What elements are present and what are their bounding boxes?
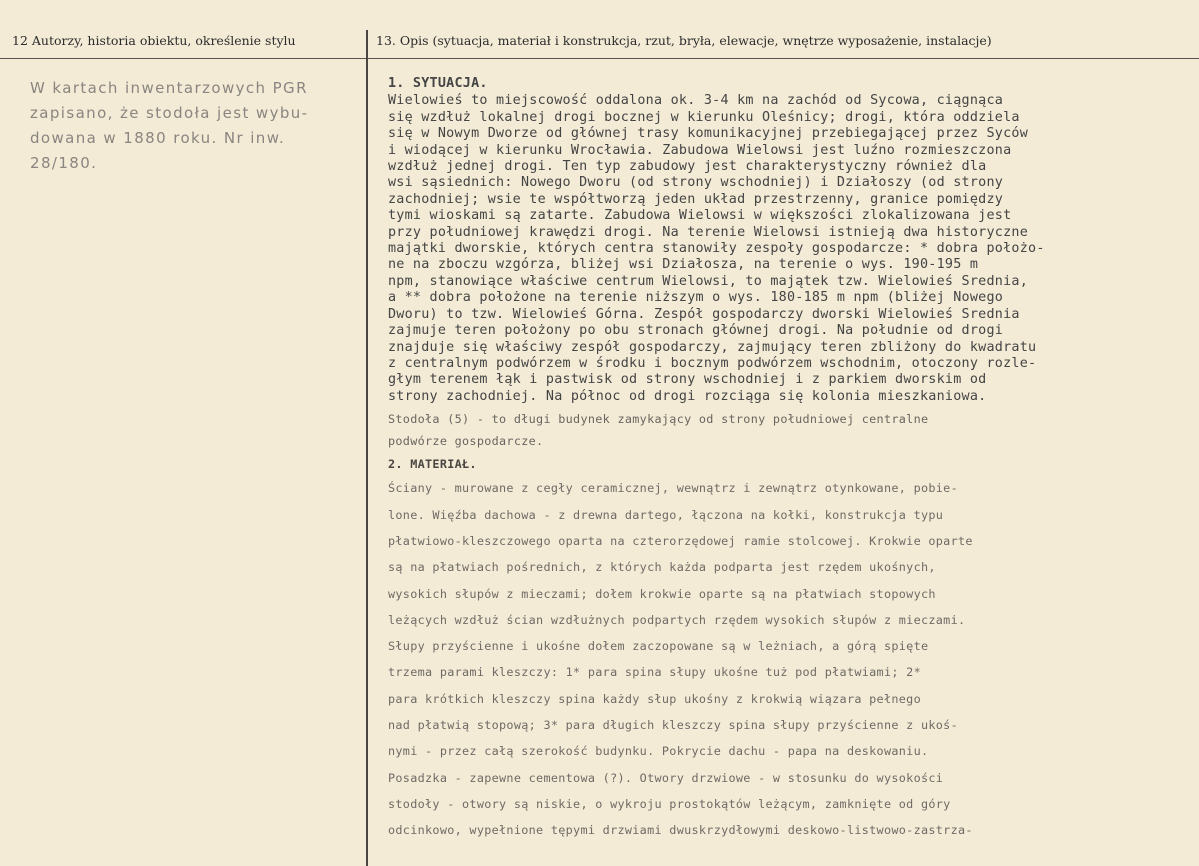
text-line: płatwiowo-kleszczowego oparta na czterorzędowej ramie stolcowej. Krokwie oparte (388, 533, 973, 548)
header-divider (0, 58, 1199, 59)
text-line: tymi wioskami są zatarte. Zabudowa Wielowsi w większości zlokalizowana jest (388, 208, 1012, 224)
text-line: przy południowej krawędzi drogi. Na terenie Wielowsi istnieją dwa historyczne (388, 224, 1029, 240)
text-line: wzdłuż jednej drogi. Ten typ zabudowy jest charakterystyczny również dla (388, 159, 987, 175)
text-line: podwórze gospodarcze. (388, 433, 544, 448)
text-line: się wzdłuż lokalnej drogi bocznej w kierunku Oleśnicy; drogi, która oddziela (388, 109, 1020, 125)
text-line: znajduje się właściwy zespół gospodarczy, zajmujący teren zbliżony do kwadratu (388, 339, 1037, 355)
header-authors-history: 12 Autorzy, historia obiektu, określenie stylu (12, 33, 296, 48)
text-line: ne na zboczu wzgórza, bliżej wsi Działosza, na terenie o wys. 190-195 m (388, 257, 979, 273)
history-note-line: 28/180. (30, 154, 98, 172)
text-line: npm, stanowiące właściwe centrum Wielowsi, to majątek tzw. Wielowieś Średnia, (388, 273, 1029, 289)
section-situation (388, 76, 1188, 405)
text-line: majątki dworskie, których centra stanowiły zespoły gospodarcze: * dobra położo- (388, 241, 1045, 257)
text-line: trzema parami kleszczy: 1* para spina słupy ukośne tuż pod płatwiami; 2* (388, 665, 921, 680)
text-line: z centralnym podwórzem w środku i bocznym podwórzem wschodnim, otoczony rozle- (388, 355, 1037, 371)
text-line: para krótkich kleszczy spina każdy słup ukośny z krokwią wiązara pełnego (388, 691, 921, 706)
header-description: 13. Opis (sytuacja, materiał i konstrukcja, rzut, bryła, elewacje, wnętrze wyposażenie, instalacje) (376, 33, 992, 48)
text-line: Ściany - murowane z cegły ceramicznej, wewnątrz i zewnątrz otynkowane, pobie- (388, 481, 958, 496)
text-line: stodoły - otwory są niskie, o wykroju prostokątów leżącym, zamknięte od góry (388, 796, 951, 811)
history-note (30, 76, 350, 176)
text-line: lone. Więźba dachowa - z drewna dartego, łączona na kołki, konstrukcja typu (388, 507, 944, 522)
text-line: leżących wzdłuż ścian wzdłużnych podpartych rzędem wysokich słupów z mieczami. (388, 612, 966, 627)
text-line: i wiodącej w kierunku Wrocławia. Zabudowa Wielowsi jest luźno rozmieszczona (388, 142, 1012, 158)
text-line: wsi sąsiednich: Nowego Dworu (od strony wschodniej) i Działoszy (od strony (388, 175, 1004, 191)
text-line: głym terenem łąk i pastwisk od strony wschodniej i z parkiem dworskim od (388, 372, 987, 388)
text-line: są na płatwiach pośrednich, z których każda podparta jest rzędem ukośnych, (388, 560, 936, 575)
text-line: Stodoła (5) - to długi budynek zamykający od strony południowej centralne (388, 412, 929, 427)
text-line: wysokich słupów z mieczami; dołem krokwie oparte są na płatwiach stopowych (388, 586, 936, 601)
history-note-line: dowana w 1880 roku. Nr inw. (30, 129, 286, 147)
text-line: Wielowieś to miejscowość oddalona ok. 3-4 km na zachód od Sycowa, ciągnąca (388, 93, 1004, 109)
text-line: odcinkowo, wypełnione tępymi drzwiami dwuskrzydłowymi deskowo-listwowo-zastrza- (388, 823, 973, 838)
text-line: Słupy przyścienne i ukośne dołem zaczopowane są w leżniach, a górą spięte (388, 639, 929, 654)
section-barn-intro (388, 409, 1188, 475)
text-line: nad płatwią stopową; 3* para długich kleszczy spina słupy przyścienne z ukoś- (388, 718, 958, 733)
text-line: Posadzka - zapewne cementowa (?). Otwory drzwiowe - w stosunku do wysokości (388, 770, 944, 785)
history-note-line: zapisano, że stodoła jest wybu- (30, 104, 309, 122)
section-material (388, 475, 1188, 843)
text-line: się w Nowym Dworze od głównej trasy komunikacyjnej przebiegającej przez Syców (388, 126, 1029, 142)
text-line: strony zachodniej. Na północ od drogi rozciąga się kolonia mieszkaniowa. (388, 388, 987, 404)
section-heading-situation: 1. SYTUACJA. (388, 76, 488, 91)
column-divider (366, 30, 368, 866)
text-line: zachodniej; wsie te współtworzą jeden układ przestrzenny, granice pomiędzy (388, 191, 1004, 207)
description-body (388, 76, 1188, 844)
text-line: nymi - przez całą szerokość budynku. Pokrycie dachu - papa na deskowaniu. (388, 744, 929, 759)
text-line: Dworu) to tzw. Wielowieś Górna. Zespół gospodarczy dworski Wielowieś Średnia (388, 306, 1020, 322)
text-line: a ** dobra położone na terenie niższym o wys. 180-185 m npm (bliżej Nowego (388, 290, 1004, 306)
section-heading-material: 2. MATERIAŁ. (388, 456, 477, 471)
text-line: zajmuje teren położony po obu stronach głównej drogi. Na południe od drogi (388, 323, 1004, 339)
history-note-line: W kartach inwentarzowych PGR (30, 79, 308, 97)
